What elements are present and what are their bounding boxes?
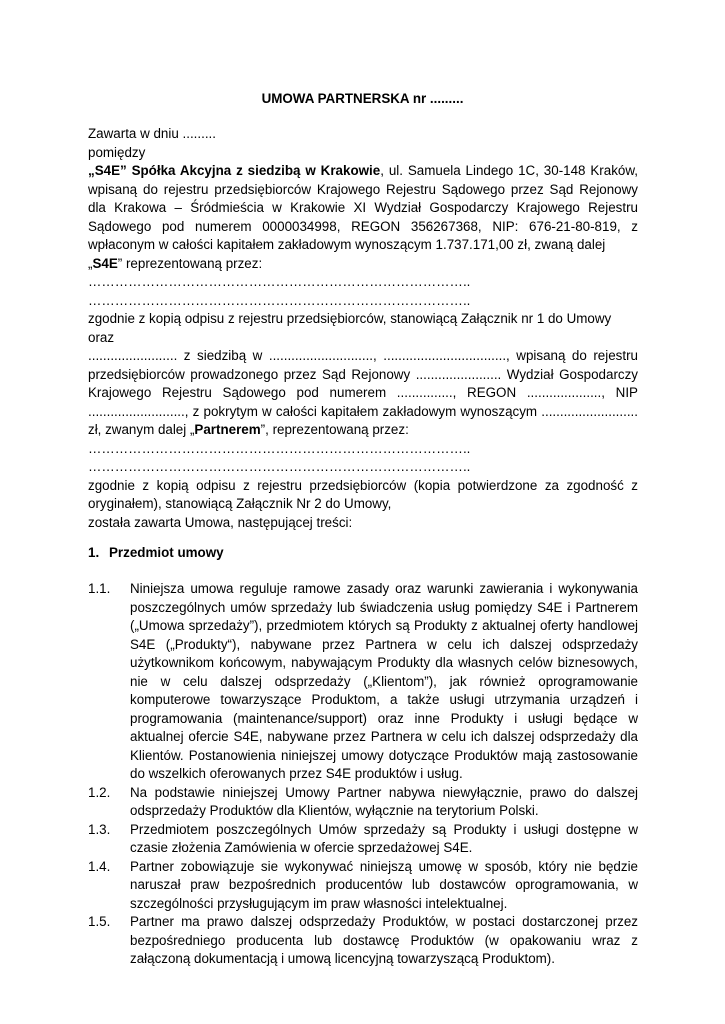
clause-item — [88, 784, 638, 821]
clause-number: 1.2. — [88, 784, 111, 800]
s4e-representative-line-1: ………………………………………………………………………….. — [88, 274, 471, 289]
s4e-alias: S4E — [92, 255, 118, 271]
s4e-name: „S4E” Spółka Akcyjna z siedzibą w Krakowie — [88, 163, 381, 178]
partner-alias-close: ”, reprezentowaną przez: — [260, 422, 409, 437]
clause-text: Partner ma prawo dalszej odsprzedaży Produktów, w postaci dostarczonej przez bezpośredniego producenta lub dostawcę Produktów (w opakowaniu wraz z załączoną dokumentacją i umową licencyjną towarzyszącą Produktom). — [130, 914, 638, 966]
s4e-attachment-line: zgodnie z kopią odpisu z rejestru przedsiębiorców, stanowiącą Załącznik nr 1 do Umowy — [88, 311, 612, 326]
and-line: oraz — [88, 329, 115, 345]
clause-item — [88, 858, 638, 914]
clause-text: Na podstawie niniejszej Umowy Partner nabywa niewyłącznie, prawo do dalszej odsprzedaży Produktów dla Klientów, wyłącznie na terytorium Polski. — [130, 784, 638, 818]
s4e-party-paragraph — [88, 162, 638, 255]
clause-text: Niniejsza umowa reguluje ramowe zasady oraz warunki zawierania i wykonywania poszczególnych umów sprzedaży lub świadczenia usług pomiędzy S4E i Partnerem („Umowa sprzedaży”), przedmiotem których są Produkty z aktualnej oferty handlowej S4E („Produkty“), nabywane przez Partnera w celu ich dalszej odsprzedaży użytkownikom końcowym, nabywającym Produkty dla własnych celów biznesowych, nie w celu dalszej odsprzedaży („Klientom”), jak również oprogramowanie komputerowe towarzyszące Produktom, a także usługi utrzymania urządzeń i programowania (maintenance/support) oraz inne Produkty i usługi będące w aktualnej ofercie S4E, nabywane przez Partnera w celu ich dalszej odsprzedaży dla Klientów. Postanowienia niniejszej umowy dotyczące Produktów mają zastosowanie do wszelkich oferowanych przez S4E produktów i usług. — [130, 581, 638, 781]
clause-item — [88, 913, 638, 969]
clause-number: 1.3. — [88, 821, 111, 837]
s4e-alias-line — [88, 255, 638, 274]
partner-details: ........................ z siedzibą w ............................, ................................., wpisaną do rejestru przedsiębiorców prowadzonego przez Sąd Rejonowy ....................... Wydział Gospodarczy Krajowego Rejestru Sądowego pod numerem ..............., REGON ...................., NIP .........................., z pokrytym w całości kapitałem zakładowym wynoszącym .......................... zł, zwanym dalej „ — [88, 348, 638, 437]
section-number: 1. — [88, 545, 100, 560]
concluded-content-line: została zawarta Umowa, następującej treści: — [88, 514, 353, 530]
clause-item — [88, 821, 638, 858]
partner-representative-line-2: ………………………………………………………………………….. — [88, 459, 471, 474]
s4e-details: , ul. Samuela Lindego 1C, 30-148 Kraków, wpisaną do rejestru przedsiębiorców Krajowego Rejestru Sądowego przez Sąd Rejonowy dla Krakowa – Śródmieścia w Krakowie XI Wydział Gospodarczy Krajowego Rejestru Sądowego pod numerem 0000034998, REGON 356267368, NIP: 676-21-80-819, z wpłaconym w całości kapitałem zakładowym wynoszącym 1.737.171,00 zł, zwaną dalej — [88, 163, 639, 252]
partner-representative-line-1: ………………………………………………………………………….. — [88, 440, 471, 456]
partner-alias: Partnerem — [194, 422, 261, 437]
preamble — [88, 125, 638, 532]
clause-list — [88, 580, 638, 969]
partner-attachment-line: zgodnie z kopią odpisu z rejestru przedsiębiorców (kopia potwierdzone za zgodność z oryginałem), stanowiącą Załącznik Nr 2 do Umowy, — [88, 477, 638, 511]
s4e-alias-close: ” reprezentowaną przez: — [117, 255, 263, 271]
s4e-representative-line-2: ………………………………………………………………………….. — [88, 292, 471, 308]
s4e-alias-open: „ — [88, 255, 93, 271]
clause-text: Przedmiotem poszczególnych Umów sprzedaży są Produkty i usługi dostępne w czasie złożenia Zamówienia w ofercie sprzedażowej S4E. — [130, 821, 638, 855]
clause-number: 1.4. — [88, 858, 111, 874]
section-heading — [88, 544, 224, 562]
partner-party-paragraph — [88, 347, 638, 440]
clause-item — [88, 580, 638, 784]
concluded-on-line: Zawarta w dniu ......... — [88, 126, 217, 141]
clause-text: Partner zobowiązuje sie wykonywać niniejszą umowę w sposób, który nie będzie naruszał praw bezpośrednich producentów lub dostawców oprogramowania, w szczególności przysługującym im praw własności intelektualnej. — [130, 858, 638, 911]
clause-number: 1.5. — [88, 914, 111, 929]
document-title: UMOWA PARTNERSKA nr ......... — [261, 91, 464, 106]
between-line: pomiędzy — [88, 144, 146, 160]
clause-number: 1.1. — [88, 581, 111, 596]
section-title: Przedmiot umowy — [109, 545, 224, 560]
